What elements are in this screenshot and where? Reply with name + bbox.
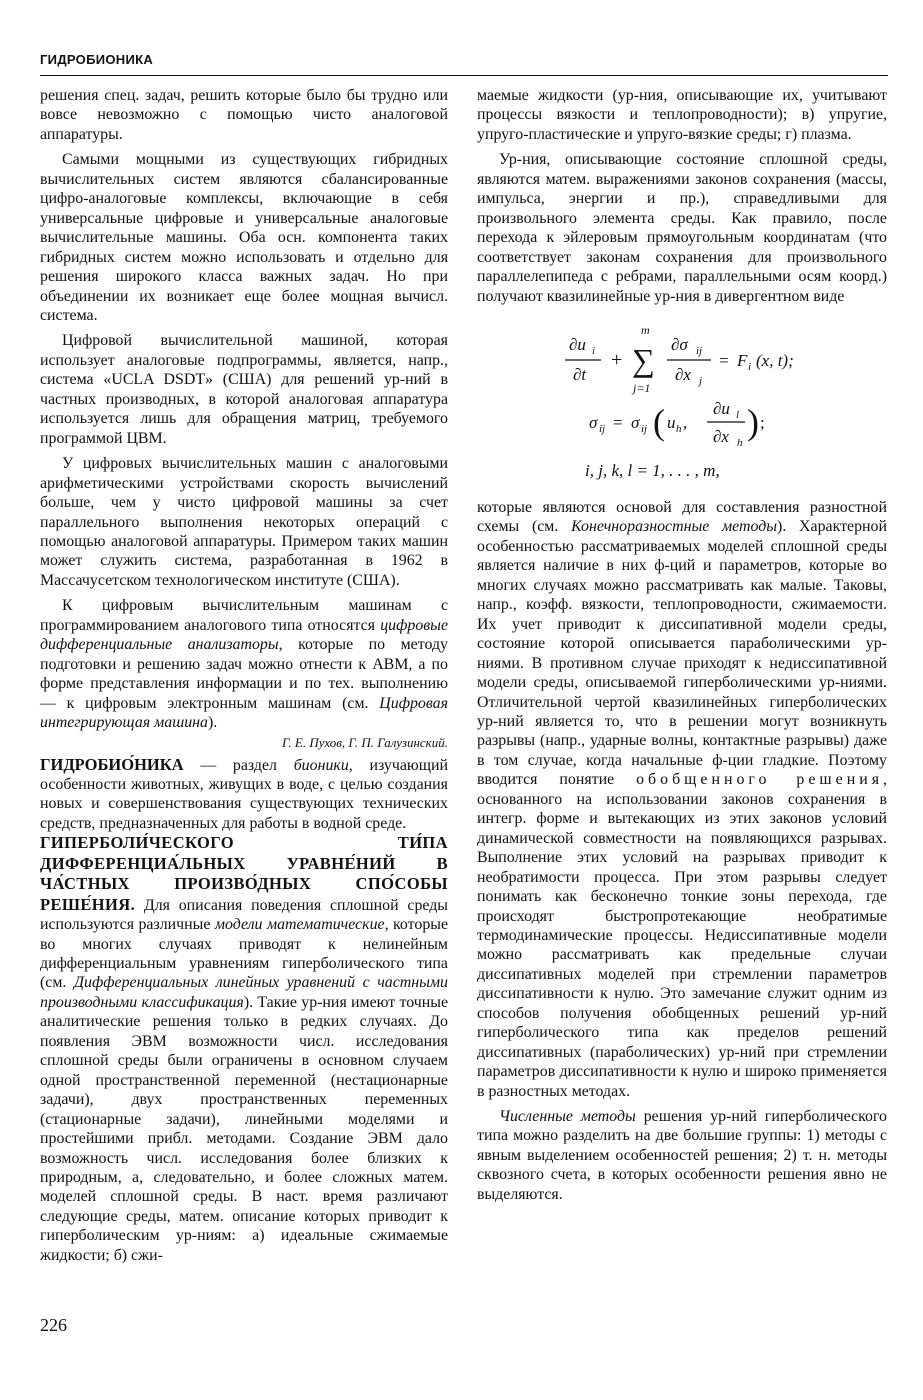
formula-glyph: σ bbox=[589, 412, 598, 432]
paragraph: Ур-ния, описывающие состояние сплошной среды, являются матем. выражениями законов сохранения (массы, импульса, энергии и пр.), справедливыми для произвольного элемента среды. Как правило, после перехода к эйлеровым прямоугольным координатам (что соответствует законам сохранения для произвольного параллелепипеда с ребрами, параллельными осям коорд.) получают квазилинейные ур-ния в дивергентном виде bbox=[477, 151, 887, 305]
formula-glyph: ij bbox=[696, 344, 703, 357]
text-run: , которые по методу подготовки и решению задач можно отнести к АВМ, а по форме представления информации и по тех. выполнению — к цифровым электронным машинам (см. bbox=[40, 636, 448, 712]
paragraph bbox=[477, 498, 887, 1101]
text-run: ). Характерной особенностью рассматриваемых моделей сплошной среды является наличие в них ф-ций и параметров, которые во многих случаях можно рассматривать как малые. Таковы, напр., коэфф. вязкости, теплопроводности, сжимаемости. Их учет приводит к диссипативной модели среды, состояние которой описывается параболическими ур-ниями. В противном случае приходят к недиссипативной модели среды, описываемой гиперболическими ур-ниями. Отличительной чертой квазилинейных гиперболических ур-ний является то, что в решении могут возникнуть разрывы (напр., ударные волны, контактные разрывы) даже в том случае, когда начальные ф-ции гладкие. Поэтому вводится понятие bbox=[477, 518, 887, 789]
text-run: ). Такие ур-ния имеют точные аналитические решения только в редких случаях. До появления ЭВМ возможности числ. исследования сплошной среды были ограничены в основном случаем одной пространственной переменной (нестационарные задачи), двух пространственных переменных (стационарные задачи), линейными моделями и простейшими прибл. методами. Создание ЭВМ дало возможность числ. исследования более близких к природным, а, следовательно, и более сложных матем. моделей сплошной среды. В наст. время различают следующие среды, матем. описание которых приводит к гиперболическим ур-ниям: а) идеальные сжимаемые жидкости; б) сжи- bbox=[40, 993, 448, 1264]
formula-glyph: ∂t bbox=[573, 364, 587, 384]
author-signature: Г. Е. Пухов, Г. П. Галузинский. bbox=[281, 734, 448, 750]
formula-indices: i, j, k, l = 1, . . . , m, bbox=[585, 460, 720, 480]
paragraph: У цифровых вычислительных машин с аналоговыми арифметическими устройствами скорость вычислений больше, чем у чисто цифровой машины за счет параллельного выполнения некоторых операций с помощью аналоговой аппаратуры. Примером таких машин может служить система, разработанная в 1962 в Массачусетском технологическом институте (США). bbox=[40, 455, 448, 589]
formula-glyph: ) bbox=[747, 401, 759, 442]
formula-glyph: ∂u bbox=[713, 398, 730, 418]
entry-hyperbolic bbox=[40, 833, 448, 1265]
formula-glyph: i bbox=[748, 360, 752, 373]
conservation-equations bbox=[477, 316, 887, 488]
formula-glyph: ∂σ bbox=[671, 334, 688, 354]
running-header: ГИДРОБИОНИКА bbox=[40, 52, 154, 67]
paragraph: решения спец. задач, решить которые было бы трудно или вовсе невозможно с помощью чисто аналоговой аппаратуры. bbox=[40, 87, 448, 143]
formula-glyph: (x, t); bbox=[756, 350, 794, 370]
sum-sign: ∑ bbox=[632, 341, 655, 378]
text-run: решения ур-ний гиперболического типа можно разделить на две большие группы: 1) методы с явным выделением особенностей решения; 2) т. н. методы сквозного счета, в которых особенности решения явно не выделяются. bbox=[477, 1108, 888, 1203]
formula-glyph: h bbox=[676, 422, 682, 435]
right-column bbox=[477, 86, 887, 1204]
formula-glyph: ∂x bbox=[713, 426, 729, 446]
formula-glyph: u bbox=[667, 412, 676, 432]
cross-reference: модели математические bbox=[214, 916, 385, 934]
formula-glyph: = bbox=[613, 412, 623, 432]
formula-glyph: m bbox=[641, 322, 650, 337]
cross-reference: бионики bbox=[293, 756, 349, 774]
paragraph: Самыми мощными из существующих гибридных вычислительных систем являются сбалансированные цифро-аналоговые комплексы, включающие в себя универсальные цифровые и универсальные аналоговые вычислительные машины. Оба осн. компонента таких гибридных систем можно использовать и отдельно для решения широкого класса важных задач. Но при объединении их возникает еще более мощная вычисл. система. bbox=[40, 151, 448, 324]
text-run: Для описания поведения сплошной среды используются различные bbox=[40, 896, 448, 934]
text-run: — раздел bbox=[183, 756, 294, 774]
text-run: , которые во многих случаях приводят к нелинейным дифференциальным уравнениям гиперболического типа (см. bbox=[40, 916, 449, 992]
text-run: которые являются основой для составления разностной схемы (см. bbox=[477, 498, 887, 536]
cross-reference: цифровые дифференциальные анализаторы bbox=[40, 616, 448, 654]
formula-glyph: ; bbox=[760, 412, 765, 432]
paragraph: Цифровой вычислительной машиной, которая использует аналоговые подпрограммы, является, напр., система «UCLA DSDT» (США) для решений ур-ний в частных производных, в которой аналоговая аппаратура используется лишь для обращения матриц, требуемого программой ЦВМ. bbox=[40, 332, 448, 447]
formula-graphic bbox=[477, 316, 887, 488]
formula-glyph: ∂u bbox=[569, 334, 586, 354]
formula-glyph: , bbox=[683, 412, 688, 432]
text-run: К цифровым вычислительным машинам с программированием аналогового типа относятся bbox=[40, 597, 448, 634]
formula-glyph: F bbox=[737, 350, 748, 370]
text-run: , изучающий особенности животных, живущих в воде, с целью создания новых и совершенствования существующих технических средств, предназначенных для работы в водной среде. bbox=[40, 756, 449, 832]
formula-glyph: ∂x bbox=[675, 364, 691, 384]
cross-reference: Цифровая интегрирующая машина bbox=[40, 694, 448, 732]
formula-glyph: j=1 bbox=[633, 380, 651, 395]
formula-glyph: = bbox=[719, 350, 729, 370]
page-number: 226 bbox=[40, 1315, 67, 1335]
header-rule bbox=[40, 75, 888, 76]
formula-glyph: ij bbox=[641, 422, 648, 435]
text-run: , основанного на использовании законов сохранения в интегр. форме и вытекающих из этих законов условий динамической совместности на появляющихся разрывах. Выполнение этих условий на разрывах приводит к необратимости процесса. При этом разрывы следует понимать как бесконечно тонкие зоны перехода, где происходят быстропротекающие необратимые термодинамические процессы. Недиссипативные модели можно рассматривать как предельные случаи диссипативных моделей при стремлении параметров диссипативности к нулю. Это замечание служит одним из способов получения обобщенных решений ур-ний гиперболического типа как пределов решений диссипативных (параболических) ур-ний при стремлении параметров диссипативности к нулю и широко применяется в разностных методах. bbox=[477, 771, 887, 1100]
formula-glyph: ( bbox=[653, 401, 665, 442]
formula-glyph: h bbox=[737, 436, 743, 449]
text-run: ). bbox=[208, 714, 218, 732]
formula-glyph: + bbox=[611, 348, 623, 371]
paragraph: маемые жидкости (ур-ния, описывающие их, учитывают процессы вязкости и теплопроводности); в) упругие, упруго-пластические и упруго-вязкие среды; г) плазма. bbox=[477, 87, 887, 143]
spaced-term: обобщенного решения bbox=[636, 771, 884, 789]
cross-reference: Конечноразностные методы bbox=[571, 518, 778, 536]
formula-glyph: j bbox=[699, 374, 703, 387]
entry-hydrobionics bbox=[40, 755, 448, 834]
left-column bbox=[40, 86, 448, 1265]
entry-headword: ГИДРОБИО́НИКА bbox=[40, 754, 184, 774]
formula-glyph: σ bbox=[631, 412, 640, 432]
formula-glyph: ij bbox=[599, 422, 606, 435]
paragraph bbox=[477, 1107, 887, 1204]
formula-glyph: i bbox=[592, 344, 596, 357]
cross-reference: Численные методы bbox=[499, 1108, 636, 1126]
paragraph bbox=[40, 596, 448, 732]
cross-reference: Дифференциальных линейных уравнений с частными производными классификация bbox=[40, 974, 448, 1011]
formula-glyph: l bbox=[736, 408, 740, 421]
entry-headword: ГИПЕРБОЛИ́ЧЕСКОГО ТИ́ПА ДИФФЕРЕНЦИА́ЛЬНЫХ УРАВНЕ́НИЙ В ЧА́СТНЫХ ПРОИЗВО́ДНЫХ СПО́СОБЫ РЕШЕ́НИЯ. bbox=[40, 833, 448, 914]
